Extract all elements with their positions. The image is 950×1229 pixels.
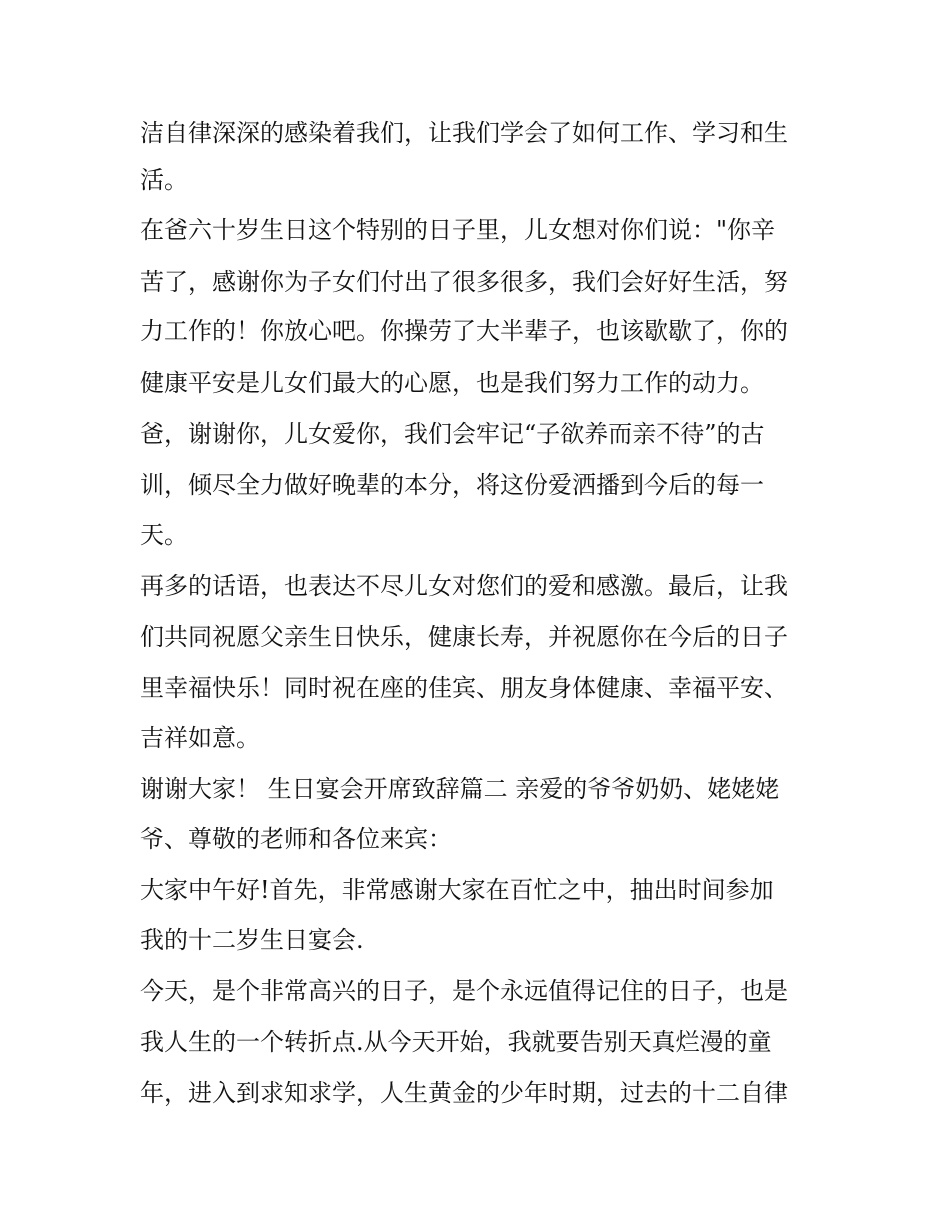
text-line: 爸，谢谢你，儿女爱你，我们会牢记“子欲养而亲不待”的古 — [140, 420, 765, 448]
text-line: 吉祥如意。 — [140, 724, 260, 752]
text-line: 我的十二岁生日宴会. — [140, 926, 364, 954]
text-line: 在爸六十岁生日这个特别的日子里，儿女想对你们说："你辛 — [140, 216, 776, 244]
text-line: 里幸福快乐！同时祝在座的佳宾、朋友身体健康、幸福平安、 — [140, 674, 788, 702]
text-line: 训，倾尽全力做好晚辈的本分，将这份爱洒播到今后的每一 — [140, 471, 764, 499]
text-line: 再多的话语，也表达不尽儿女对您们的爱和感激。最后，让我 — [140, 572, 788, 600]
text-line: 爷、尊敬的老师和各位来宾： — [140, 825, 452, 853]
text-line: 们共同祝愿父亲生日快乐，健康长寿，并祝愿你在今后的日子 — [140, 623, 788, 651]
text-line: 苦了，感谢你为子女们付出了很多很多，我们会好好生活，努 — [140, 268, 788, 296]
text-line: 年，进入到求知求学，人生黄金的少年时期，过去的十二自律 — [140, 1079, 788, 1107]
text-line: 今天，是个非常高兴的日子，是个永远值得记住的日子，也是 — [140, 977, 788, 1005]
text-line: 大家中午好!首先，非常感谢大家在百忙之中，抽出时间参加 — [140, 876, 774, 904]
text-line: 天。 — [140, 521, 188, 549]
text-line: 健康平安是儿女们最大的心愿，也是我们努力工作的动力。 — [140, 369, 764, 397]
text-line: 活。 — [140, 166, 188, 194]
text-line: 洁自律深深的感染着我们，让我们学会了如何工作、学习和生 — [140, 119, 788, 147]
text-line: 力工作的！你放心吧。你操劳了大半辈子，也该歇歇了，你的 — [140, 317, 788, 345]
text-line: 我人生的一个转折点.从今天开始，我就要告别天真烂漫的童 — [140, 1028, 772, 1056]
text-line: 谢谢大家！ 生日宴会开席致辞篇二 亲爱的爷爷奶奶、姥姥姥 — [140, 775, 780, 803]
